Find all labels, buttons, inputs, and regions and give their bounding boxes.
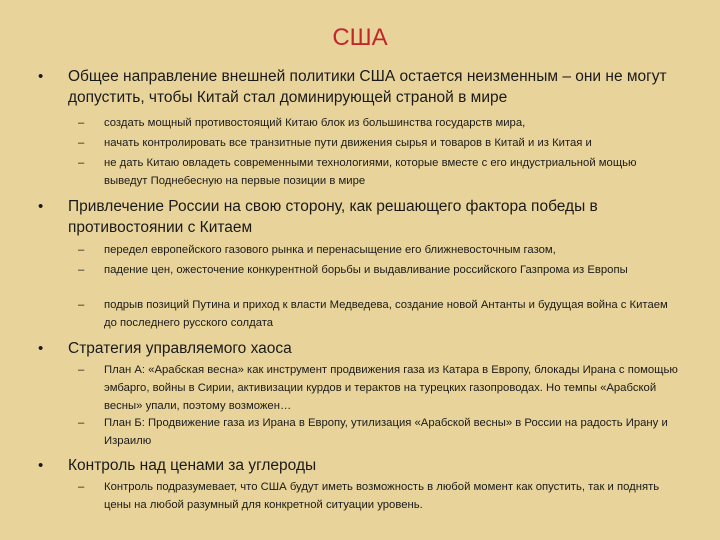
bullet-marker: •	[38, 198, 44, 215]
dash-marker: –	[78, 364, 85, 376]
dash-marker: –	[78, 299, 85, 311]
dash-marker: –	[78, 417, 85, 429]
dash-marker: –	[78, 157, 85, 169]
sub-item-text: создать мощный противостоящий Китаю блок из большинства государств мира,	[104, 117, 526, 129]
sub-item-text: падение цен, ожесточение конкурентной борьбы и выдавливание российского Газпрома из Европы	[104, 264, 628, 276]
dash-marker: –	[78, 244, 85, 256]
sub-item-text: подрыв позиций Путина и приход к власти Медведева, создание новой Антанты и будущая война с Китаем до последнего русского солдата	[104, 299, 668, 329]
dash-marker: –	[78, 117, 85, 129]
slide-title: США	[332, 24, 388, 51]
dash-marker: –	[78, 137, 85, 149]
sub-item-text: начать контролировать все транзитные пути движения сырья и товаров в Китай и из Китая и	[104, 137, 592, 149]
sub-item-text: передел европейского газового рынка и перенасыщение его ближневосточным газом,	[104, 244, 556, 256]
bullet-marker: •	[38, 68, 44, 85]
sub-item-text: Контроль подразумевает, что США будут иметь возможность в любой момент как опустить, так и поднять цены на любой разумный для конкретной ситуации уровень.	[104, 481, 660, 511]
bullet-marker: •	[38, 457, 44, 474]
bullet-text: Контроль над ценами за углероды	[68, 457, 317, 474]
bullet-text: Стратегия управляемого хаоса	[68, 340, 292, 357]
sub-item-text: не дать Китаю овладеть современными технологиями, которые вместе с его индустриальной мощью выведут Поднебесную на первые позиции в мире	[104, 157, 637, 187]
bullet-text: Общее направление внешней политики США остается неизменным – они не могут допустить, чтобы Китай стал доминирующей страной в мире	[68, 68, 667, 106]
sub-item-text: План Б: Продвижение газа из Ирана в Европу, утилизация «Арабской весны» в России на радость Ирану и Израилю	[104, 417, 668, 447]
bullet-text: Привлечение России на свою сторону, как решающего фактора победы в противостоянии с Китаем	[68, 198, 598, 236]
bullet-marker: •	[38, 340, 44, 357]
dash-marker: –	[78, 264, 85, 276]
sub-item-text: План А: «Арабская весна» как инструмент продвижения газа из Катара в Европу, блокады Ирана с помощью эмбарго, войны в Сирии, активизации курдов и терактов на турецких газопроводах. Но темпы «Арабской весны» упали, поэтому возможен…	[104, 364, 678, 412]
dash-marker: –	[78, 481, 85, 493]
